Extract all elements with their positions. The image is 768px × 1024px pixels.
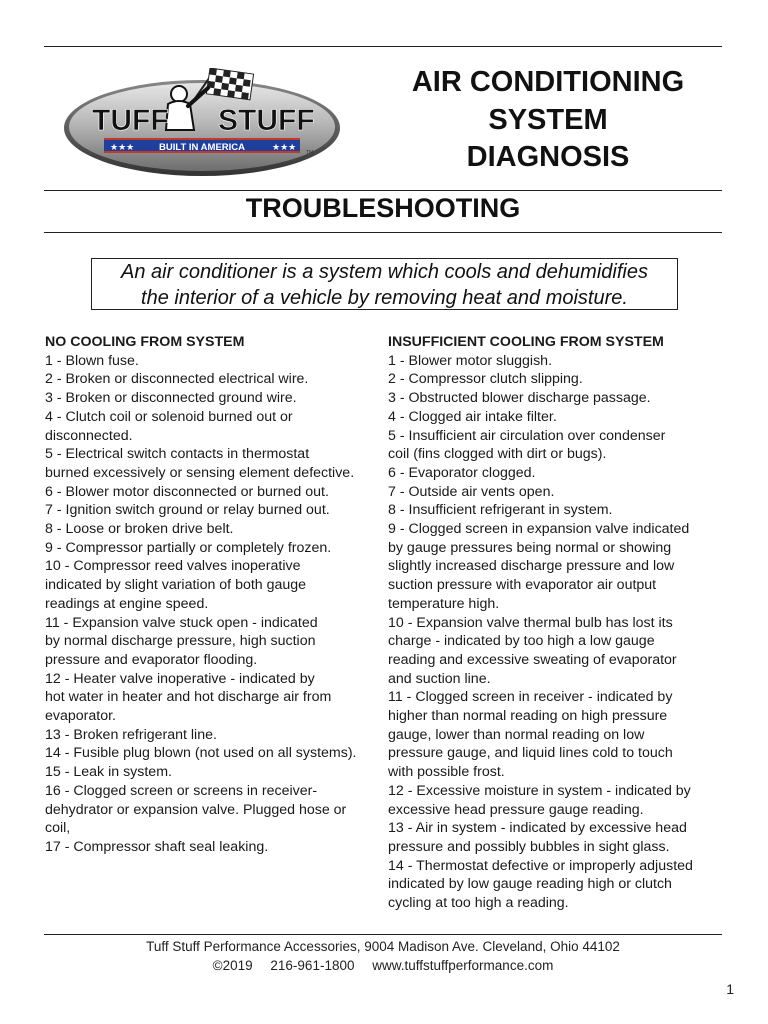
list-item-line: 8 - Insufficient refrigerant in system. [388,502,613,519]
list-item [388,501,728,520]
list-item-line: 11 - Clogged screen in receiver - indicated by [388,689,673,706]
list-item [45,838,385,857]
list-item-line: pressure and possibly bubbles in sight glass. [388,838,670,855]
item-list [45,352,385,857]
footer-website: www.tuffstuffperformance.com [372,957,554,973]
list-item-line: 1 - Blown fuse. [45,352,139,369]
list-item-line: temperature high. [388,595,500,612]
list-item [45,557,385,613]
footer-copyright: ©2019 [212,957,253,973]
list-item [45,670,385,726]
list-item [388,427,728,464]
column-heading: NO COOLING FROM SYSTEM [45,334,245,350]
list-item-line: 6 - Evaporator clogged. [388,464,536,481]
intro-box [91,258,678,310]
list-item-line: disconnected. [45,427,133,444]
list-item [388,520,728,614]
list-item [388,614,728,689]
title-line: DIAGNOSIS [466,141,630,173]
list-item-line: 11 - Expansion valve stuck open - indicated [45,614,318,631]
list-item [45,539,385,558]
list-item-line: higher than normal reading on high pressure [388,708,668,725]
list-item-line: reading and excessive sweating of evaporator [388,651,677,668]
list-item-line: 7 - Ignition switch ground or relay burned out. [45,502,330,519]
footer-address: Tuff Stuff Performance Accessories, 9004 Madison Ave. Cleveland, Ohio 44102 [146,939,620,954]
list-item [45,614,385,670]
logo-tagline: BUILT IN AMERICA [158,142,246,153]
insufficient-cooling-column [388,333,728,913]
list-item-line: gauge, lower than normal reading on low [388,726,645,743]
list-item-line: 13 - Broken refrigerant line. [45,726,217,743]
list-item-line: 9 - Compressor partially or completely frozen. [45,539,332,556]
document-title [380,64,716,177]
title-line: SYSTEM [488,103,608,136]
list-item [45,782,385,838]
list-item-line: cycling at too high a reading. [388,895,569,912]
list-item-line: dehydrator or expansion valve. Plugged hose or [45,801,347,818]
list-item [388,352,728,371]
list-item-line: 14 - Fusible plug blown (not used on all systems). [45,745,357,762]
list-item [45,352,385,371]
list-item [388,408,728,427]
list-item-line: coil, [45,820,71,837]
list-item-line: pressure gauge, and liquid lines cold to touch [388,745,673,762]
list-item-line: pressure and evaporator flooding. [45,651,258,668]
logo-brand-left: TUFF [92,104,169,137]
logo-stars-left: ★★★ [110,142,135,152]
list-item [45,520,385,539]
top-rule [44,46,722,47]
list-item-line: 6 - Blower motor disconnected or burned out. [45,483,329,500]
list-item-line: hot water in heater and hot discharge air from [45,689,332,706]
list-item [388,464,728,483]
list-item [388,370,728,389]
intro-line: the interior of a vehicle by removing heat and moisture. [141,286,628,309]
footer-phone: 216-961-1800 [270,957,355,973]
list-item-line: with possible frost. [388,764,505,781]
section-title: TROUBLESHOOTING [245,193,521,223]
list-item [388,389,728,408]
logo-brand-right: STUFF [218,104,315,137]
column-heading: INSUFFICIENT COOLING FROM SYSTEM [388,334,664,350]
list-item-line: 4 - Clutch coil or solenoid burned out or [45,408,293,425]
list-item [45,501,385,520]
logo-graphic [62,68,346,180]
list-item-line: 3 - Broken or disconnected ground wire. [45,390,297,407]
list-item [45,763,385,782]
list-item-line: by normal discharge pressure, high suction [45,633,316,650]
list-item-line: 10 - Expansion valve thermal bulb has lost its [388,614,673,631]
list-item-line: readings at engine speed. [45,595,209,612]
logo-trademark: TM [306,150,314,156]
list-item [388,688,728,782]
list-item [45,370,385,389]
list-item-line: 10 - Compressor reed valves inoperative [45,558,301,575]
list-item-line: 14 - Thermostat defective or improperly adjusted [388,857,693,874]
list-item-line: excessive head pressure gauge reading. [388,801,644,818]
list-item-line: 16 - Clogged screen or screens in receiver- [45,782,318,799]
list-item-line: 8 - Loose or broken drive belt. [45,521,234,538]
header-rule [44,190,722,191]
list-item [45,483,385,502]
list-item-line: indicated by slight variation of both gauge [45,577,307,594]
list-item [45,744,385,763]
list-item-line: 9 - Clogged screen in expansion valve indicated [388,521,690,538]
list-item [388,819,728,856]
footer [44,938,722,975]
list-item-line: 4 - Clogged air intake filter. [388,408,557,425]
tuff-stuff-logo [62,68,346,180]
list-item-line: and suction line. [388,670,491,687]
list-item [45,726,385,745]
intro-line: An air conditioner is a system which cools and dehumidifies [121,261,648,283]
list-item-line: 1 - Blower motor sluggish. [388,352,553,369]
list-item-line: evaporator. [45,708,116,725]
list-item-line: 2 - Broken or disconnected electrical wire. [45,371,309,388]
list-item-line: indicated by low gauge reading high or clutch [388,876,672,893]
list-item-line: 13 - Air in system - indicated by excessive head [388,820,687,837]
list-item-line: by gauge pressures being normal or showing [388,539,672,556]
list-item [388,782,728,819]
footer-contact [44,957,722,976]
list-item-line: suction pressure with evaporator air output [388,577,657,594]
section-rule [44,232,722,233]
list-item [45,408,385,445]
list-item [45,389,385,408]
list-item-line: burned excessively or sensing element defective. [45,464,355,481]
list-item-line: 5 - Electrical switch contacts in thermostat [45,446,310,463]
list-item-line: 12 - Heater valve inoperative - indicated by [45,670,315,687]
list-item-line: 12 - Excessive moisture in system - indicated by [388,782,691,799]
footer-rule [44,934,722,935]
list-item-line: 2 - Compressor clutch slipping. [388,371,583,388]
list-item-line: charge - indicated by too high a low gauge [388,633,655,650]
list-item-line: 5 - Insufficient air circulation over condenser [388,427,666,444]
list-item-line: 7 - Outside air vents open. [388,483,555,500]
no-cooling-column [45,333,385,857]
list-item [388,483,728,502]
list-item [388,857,728,913]
list-item-line: slightly increased discharge pressure and low [388,558,675,575]
list-item-line: coil (fins clogged with dirt or bugs). [388,446,607,463]
page-number: 1 [726,981,734,997]
list-item-line: 15 - Leak in system. [45,764,172,781]
logo-stars-right: ★★★ [272,142,297,152]
list-item-line: 3 - Obstructed blower discharge passage. [388,390,651,407]
list-item-line: 17 - Compressor shaft seal leaking. [45,838,269,855]
title-line: AIR CONDITIONING [411,66,685,98]
list-item [45,445,385,482]
item-list [388,352,728,913]
